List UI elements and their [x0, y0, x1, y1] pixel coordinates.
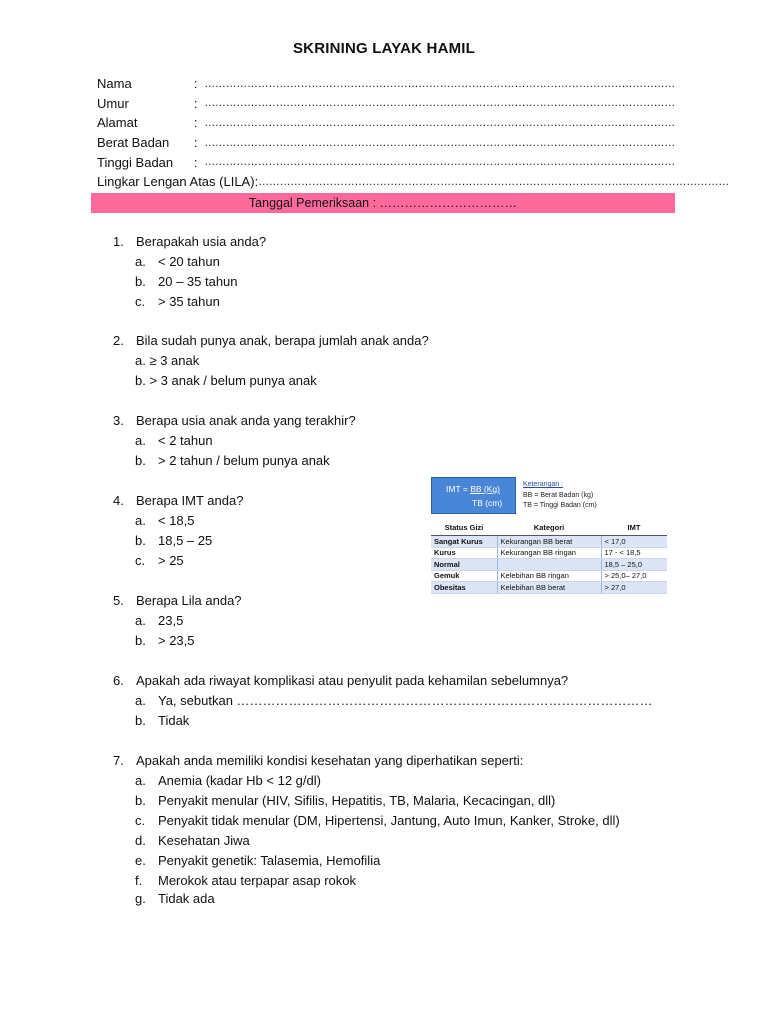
- option: [113, 710, 653, 730]
- question-number: 3.: [113, 412, 124, 428]
- option: [113, 850, 620, 870]
- imt-table: [431, 520, 667, 594]
- option-text: > 25: [158, 552, 184, 568]
- imt-formula-box: [431, 477, 516, 514]
- option: [113, 370, 429, 390]
- option: [113, 870, 620, 890]
- option: [113, 610, 242, 630]
- table-row: [431, 570, 667, 582]
- option-text: < 18,5: [158, 512, 195, 528]
- field-berat-badan: [97, 133, 675, 153]
- question-text: Berapa usia anak anda yang terakhir?: [136, 412, 356, 428]
- option-text: Penyakit tidak menular (DM, Hipertensi, Jantung, Auto Imun, Kanker, Stroke, dll): [158, 812, 620, 828]
- field-alamat: [97, 113, 675, 133]
- table-row: [431, 547, 667, 559]
- field-umur: [97, 94, 675, 114]
- question-number: 6.: [113, 672, 124, 688]
- field-blank: ……………………………………………………………………………………………………………………: [204, 136, 675, 149]
- field-lila: [97, 172, 729, 192]
- option: [113, 550, 243, 570]
- option-text: Merokok atau terpapar asap rokok: [158, 872, 356, 888]
- table-cell: 17 - < 18,5: [601, 547, 667, 559]
- option: [113, 271, 266, 291]
- option: [113, 291, 266, 311]
- question-5: [113, 590, 242, 650]
- table-cell: Kekurangan BB ringan: [497, 547, 601, 559]
- option-text: < 20 tahun: [158, 253, 220, 269]
- option-letter: b.: [135, 632, 146, 648]
- field-label: Berat Badan: [97, 135, 170, 151]
- option-letter: b.: [135, 792, 146, 808]
- column-header: Status Gizi: [431, 520, 497, 536]
- field-blank: ……………………………………………………………………………………………………………………: [204, 116, 675, 129]
- question-7: [113, 750, 620, 907]
- question-number: 7.: [113, 752, 124, 768]
- question-text: Berapakah usia anda?: [136, 233, 267, 249]
- option: [113, 810, 620, 830]
- option-letter: a.: [135, 612, 146, 628]
- imt-table-header: [431, 520, 667, 536]
- imt-legend-title: Keterangan :: [523, 481, 564, 488]
- field-colon: :: [193, 115, 198, 131]
- field-colon: :: [193, 135, 198, 151]
- imt-formula-label: IMT =: [446, 484, 468, 494]
- imt-legend-bb: BB = Berat Badan (kg): [523, 491, 594, 499]
- imt-formula-denominator: TB (cm): [472, 498, 503, 508]
- exam-date-band: [91, 193, 675, 213]
- option-letter: d.: [135, 832, 146, 848]
- option-letter: c.: [135, 812, 146, 828]
- option: [113, 450, 356, 470]
- option: [113, 251, 266, 271]
- option: [113, 690, 653, 710]
- question-2: [113, 330, 429, 390]
- table-cell: Sangat Kurus: [431, 536, 497, 548]
- table-cell: Normal: [431, 559, 497, 571]
- question-number: 1.: [113, 233, 124, 249]
- option: [113, 430, 356, 450]
- column-header: Kategori: [497, 520, 601, 536]
- table-cell: Kelebihan BB berat: [497, 582, 601, 594]
- question-4: [113, 490, 243, 570]
- option: [113, 770, 620, 790]
- table-cell: > 25,0– 27,0: [601, 570, 667, 582]
- option-text: a. ≥ 3 anak: [135, 352, 200, 368]
- option-text: Penyakit genetik: Talasemia, Hemofilia: [158, 852, 381, 868]
- option-text: Penyakit menular (HIV, Sifilis, Hepatitis, TB, Malaria, Kecacingan, dll): [158, 792, 556, 808]
- question-number: 2.: [113, 332, 124, 348]
- question-3: [113, 410, 356, 470]
- question-6: [113, 670, 653, 730]
- option-text: Kesehatan Jiwa: [158, 832, 250, 848]
- table-cell: Obesitas: [431, 582, 497, 594]
- table-cell: Gemuk: [431, 570, 497, 582]
- option-letter: a.: [135, 432, 146, 448]
- table-cell: < 17,0: [601, 536, 667, 548]
- table-cell: 18,5 – 25,0: [601, 559, 667, 571]
- table-cell: Kurus: [431, 547, 497, 559]
- option: [113, 790, 620, 810]
- column-header: IMT: [601, 520, 667, 536]
- option-text: > 2 tahun / belum punya anak: [158, 452, 330, 468]
- identity-fields: [97, 74, 729, 192]
- field-tinggi-badan: [97, 152, 675, 172]
- table-row: [431, 536, 667, 548]
- option-text: 23,5: [158, 612, 184, 628]
- option-text: 18,5 – 25: [158, 532, 213, 548]
- question-1: [113, 231, 266, 311]
- option-text: Tidak: [158, 712, 190, 728]
- field-blank: ……………………………………………………………………………………………………………………: [258, 175, 729, 188]
- option-text: Anemia (kadar Hb < 12 g/dl): [158, 772, 321, 788]
- field-colon: :: [193, 95, 198, 111]
- question-number: 5.: [113, 592, 124, 608]
- option-text: > 23,5: [158, 632, 195, 648]
- question-text: Apakah ada riwayat komplikasi atau penyulit pada kehamilan sebelumnya?: [136, 672, 569, 688]
- table-row: [431, 559, 667, 571]
- table-row: [431, 582, 667, 594]
- option-letter: a.: [135, 692, 146, 708]
- table-cell: Kelebihan BB ringan: [497, 570, 601, 582]
- field-label: Alamat: [97, 115, 138, 131]
- option: [113, 630, 242, 650]
- field-blank: ……………………………………………………………………………………………………………………: [204, 156, 675, 169]
- imt-formula-numerator: BB (Kg): [470, 484, 500, 494]
- option: [113, 350, 429, 370]
- option: [113, 890, 620, 907]
- option-text: > 35 tahun: [158, 293, 220, 309]
- question-text: Apakah anda memiliki kondisi kesehatan yang diperhatikan seperti:: [136, 752, 524, 768]
- field-colon: :: [254, 174, 259, 190]
- option-text: 20 – 35 tahun: [158, 273, 238, 289]
- option-letter: a.: [135, 772, 146, 788]
- option-text: Ya, sebutkan ……………………………………………………………………………………: [158, 692, 653, 708]
- table-cell: [497, 559, 601, 571]
- field-colon: :: [193, 154, 198, 170]
- question-text: Berapa IMT anda?: [136, 492, 244, 508]
- option-letter: a.: [135, 253, 146, 269]
- option-letter: b.: [135, 452, 146, 468]
- option-text: Tidak ada: [158, 891, 215, 906]
- option-letter: b.: [135, 532, 146, 548]
- field-nama: [97, 74, 675, 94]
- option-letter: f.: [135, 872, 143, 888]
- field-blank: ……………………………………………………………………………………………………………………: [204, 77, 675, 90]
- table-cell: > 27,0: [601, 582, 667, 594]
- field-label: Nama: [97, 76, 132, 92]
- field-label: Lingkar Lengan Atas (LILA): [97, 174, 255, 190]
- field-colon: :: [193, 76, 198, 92]
- option: [113, 530, 243, 550]
- option-letter: c.: [135, 293, 146, 309]
- option-letter: b.: [135, 273, 146, 289]
- option-letter: a.: [135, 512, 146, 528]
- table-cell: Kekurangan BB berat: [497, 536, 601, 548]
- option-text: < 2 tahun: [158, 432, 213, 448]
- field-label: Umur: [97, 95, 129, 111]
- imt-legend: [523, 480, 597, 512]
- option-letter: b.: [135, 712, 146, 728]
- option-letter: g.: [135, 891, 146, 906]
- imt-legend-tb: TB = Tinggi Badan (cm): [523, 502, 597, 509]
- question-number: 4.: [113, 492, 124, 508]
- option-letter: c.: [135, 552, 146, 568]
- exam-date-text: Tanggal Pemeriksaan : ……………………………: [248, 196, 518, 210]
- option: [113, 510, 243, 530]
- page-title: SKRINING LAYAK HAMIL: [292, 40, 476, 57]
- field-label: Tinggi Badan: [97, 154, 174, 170]
- field-blank: ……………………………………………………………………………………………………………………: [204, 97, 675, 110]
- option-letter: e.: [135, 852, 146, 868]
- option-text: b. > 3 anak / belum punya anak: [135, 372, 317, 388]
- question-text: Berapa Lila anda?: [136, 592, 242, 608]
- question-text: Bila sudah punya anak, berapa jumlah anak anda?: [136, 332, 429, 348]
- option: [113, 830, 620, 850]
